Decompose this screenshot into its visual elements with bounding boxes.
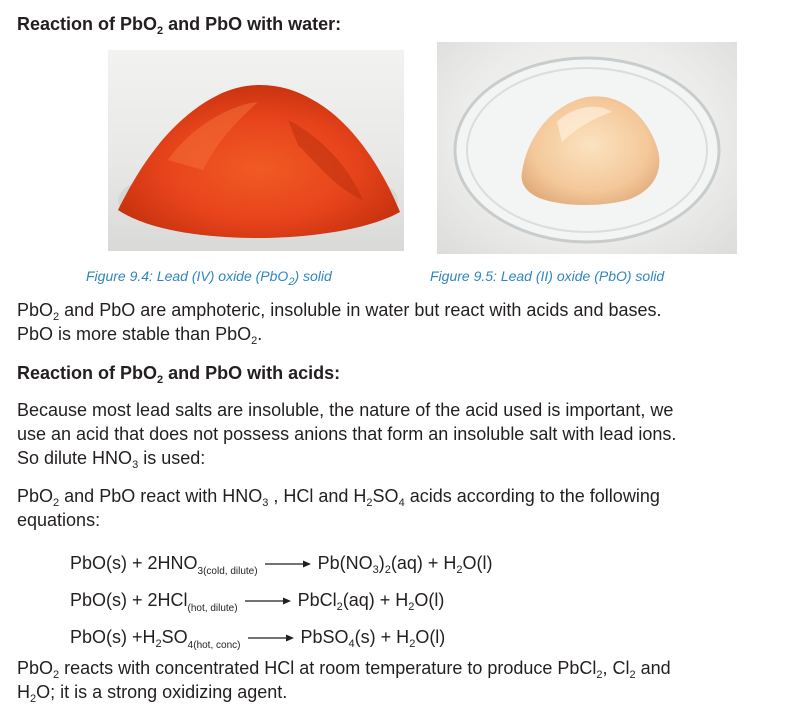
para4-line2	[17, 680, 762, 704]
text: SO	[372, 486, 399, 506]
equation-lhs: PbO(s) +H	[70, 627, 156, 647]
para3-line2: equations:	[17, 510, 101, 530]
text: H	[17, 682, 30, 702]
subscript: 3	[262, 497, 269, 509]
subscript: 4	[348, 638, 355, 650]
text: (aq) + H	[390, 553, 457, 573]
para4-line1	[17, 656, 762, 680]
section-heading-water	[17, 14, 341, 35]
subscript: 2	[384, 564, 391, 576]
section-heading-acids	[17, 363, 340, 384]
subscript: 2	[456, 564, 463, 576]
text: SO	[161, 627, 188, 647]
lead-iv-oxide-photo	[108, 50, 404, 251]
text: O(l)	[415, 627, 446, 647]
equation-lhs: PbO(s) + 2HNO	[70, 553, 198, 573]
amphoteric-paragraph	[17, 298, 762, 346]
subscript: 2	[408, 601, 415, 613]
text: PbO	[17, 300, 54, 320]
subscript: 2	[336, 601, 343, 613]
text: PbO is more stable than PbO	[17, 324, 252, 344]
reaction-arrow-icon	[263, 559, 313, 569]
heading-subscript: 2	[157, 374, 164, 386]
heading-text: Reaction of PbO	[17, 14, 158, 34]
subscript: 3	[372, 564, 379, 576]
para1-line2	[17, 322, 762, 346]
text: acids according to the following	[404, 486, 660, 506]
text: and PbO are amphoteric, insoluble in water but react with acids and bases.	[59, 300, 662, 320]
equation-rhs: PbSO	[300, 627, 349, 647]
caption-text: Figure 9.4: Lead (IV) oxide (PbO	[86, 268, 289, 284]
heading-text: Reaction of PbO	[17, 363, 158, 383]
subscript: 3	[132, 459, 139, 471]
equation-hcl	[70, 590, 445, 614]
para2-line1: Because most lead salts are insoluble, the nature of the acid used is important, we	[17, 400, 674, 420]
subscript: 2	[53, 669, 60, 681]
text: O; it is a strong oxidizing agent.	[36, 682, 288, 702]
text: and	[635, 658, 671, 678]
acid-choice-paragraph	[17, 398, 762, 470]
text: PbO	[17, 658, 54, 678]
reaction-arrow-icon	[246, 633, 296, 643]
equation-lhs: PbO(s) + 2HCl	[70, 590, 188, 610]
subscript: 2	[366, 497, 373, 509]
subscript: 2	[53, 311, 60, 323]
text: (s) + H	[354, 627, 410, 647]
text: .	[257, 324, 263, 344]
text: )	[378, 553, 385, 573]
subscript: 2	[596, 669, 603, 681]
reaction-arrow-icon	[243, 596, 293, 606]
condition-subscript: (hot, dilute)	[187, 603, 238, 614]
oxidizing-agent-paragraph	[17, 656, 762, 704]
subscript: 2	[629, 669, 636, 681]
equation-rhs: PbCl	[297, 590, 337, 610]
caption-text-end: ) solid	[294, 268, 332, 284]
equation-hno3	[70, 553, 493, 577]
text: (aq) + H	[342, 590, 409, 610]
text: is used:	[138, 448, 206, 468]
figure-caption-9-5: Figure 9.5: Lead (II) oxide (PbO) solid	[430, 268, 665, 284]
subscript: 2	[155, 638, 162, 650]
text: , Cl	[602, 658, 630, 678]
condition-subscript: 3(cold, dilute)	[197, 566, 258, 577]
lead-ii-oxide-photo	[437, 42, 737, 254]
para2-line3	[17, 446, 762, 470]
caption-subscript: 2	[288, 276, 295, 288]
heading-text-end: and PbO with acids:	[163, 363, 341, 383]
para2-line2: use an acid that does not possess anions that form an insoluble salt with lead ions.	[17, 424, 677, 444]
react-with-acids-paragraph	[17, 484, 762, 532]
para1-line1	[17, 298, 762, 322]
text: PbO	[17, 486, 54, 506]
subscript: 2	[53, 497, 60, 509]
equation-h2so4	[70, 627, 446, 651]
heading-subscript: 2	[157, 25, 164, 37]
text: O(l)	[462, 553, 493, 573]
figure-caption-9-4	[86, 268, 332, 288]
petri-dish-powder-image	[437, 42, 737, 254]
subscript: 4	[398, 497, 405, 509]
text: O(l)	[414, 590, 445, 610]
subscript: 2	[409, 638, 416, 650]
text: and PbO react with HNO	[59, 486, 263, 506]
equation-rhs: Pb(NO	[317, 553, 373, 573]
text: So dilute HNO	[17, 448, 133, 468]
condition-subscript: 4(hot, conc)	[187, 640, 241, 651]
red-powder-pile-image	[108, 50, 404, 251]
subscript: 2	[30, 693, 37, 705]
subscript: 2	[251, 335, 258, 347]
text: reacts with concentrated HCl at room temperature to produce PbCl	[59, 658, 597, 678]
text: , HCl and H	[268, 486, 367, 506]
para3-line1	[17, 484, 762, 508]
heading-text-end: and PbO with water:	[163, 14, 342, 34]
